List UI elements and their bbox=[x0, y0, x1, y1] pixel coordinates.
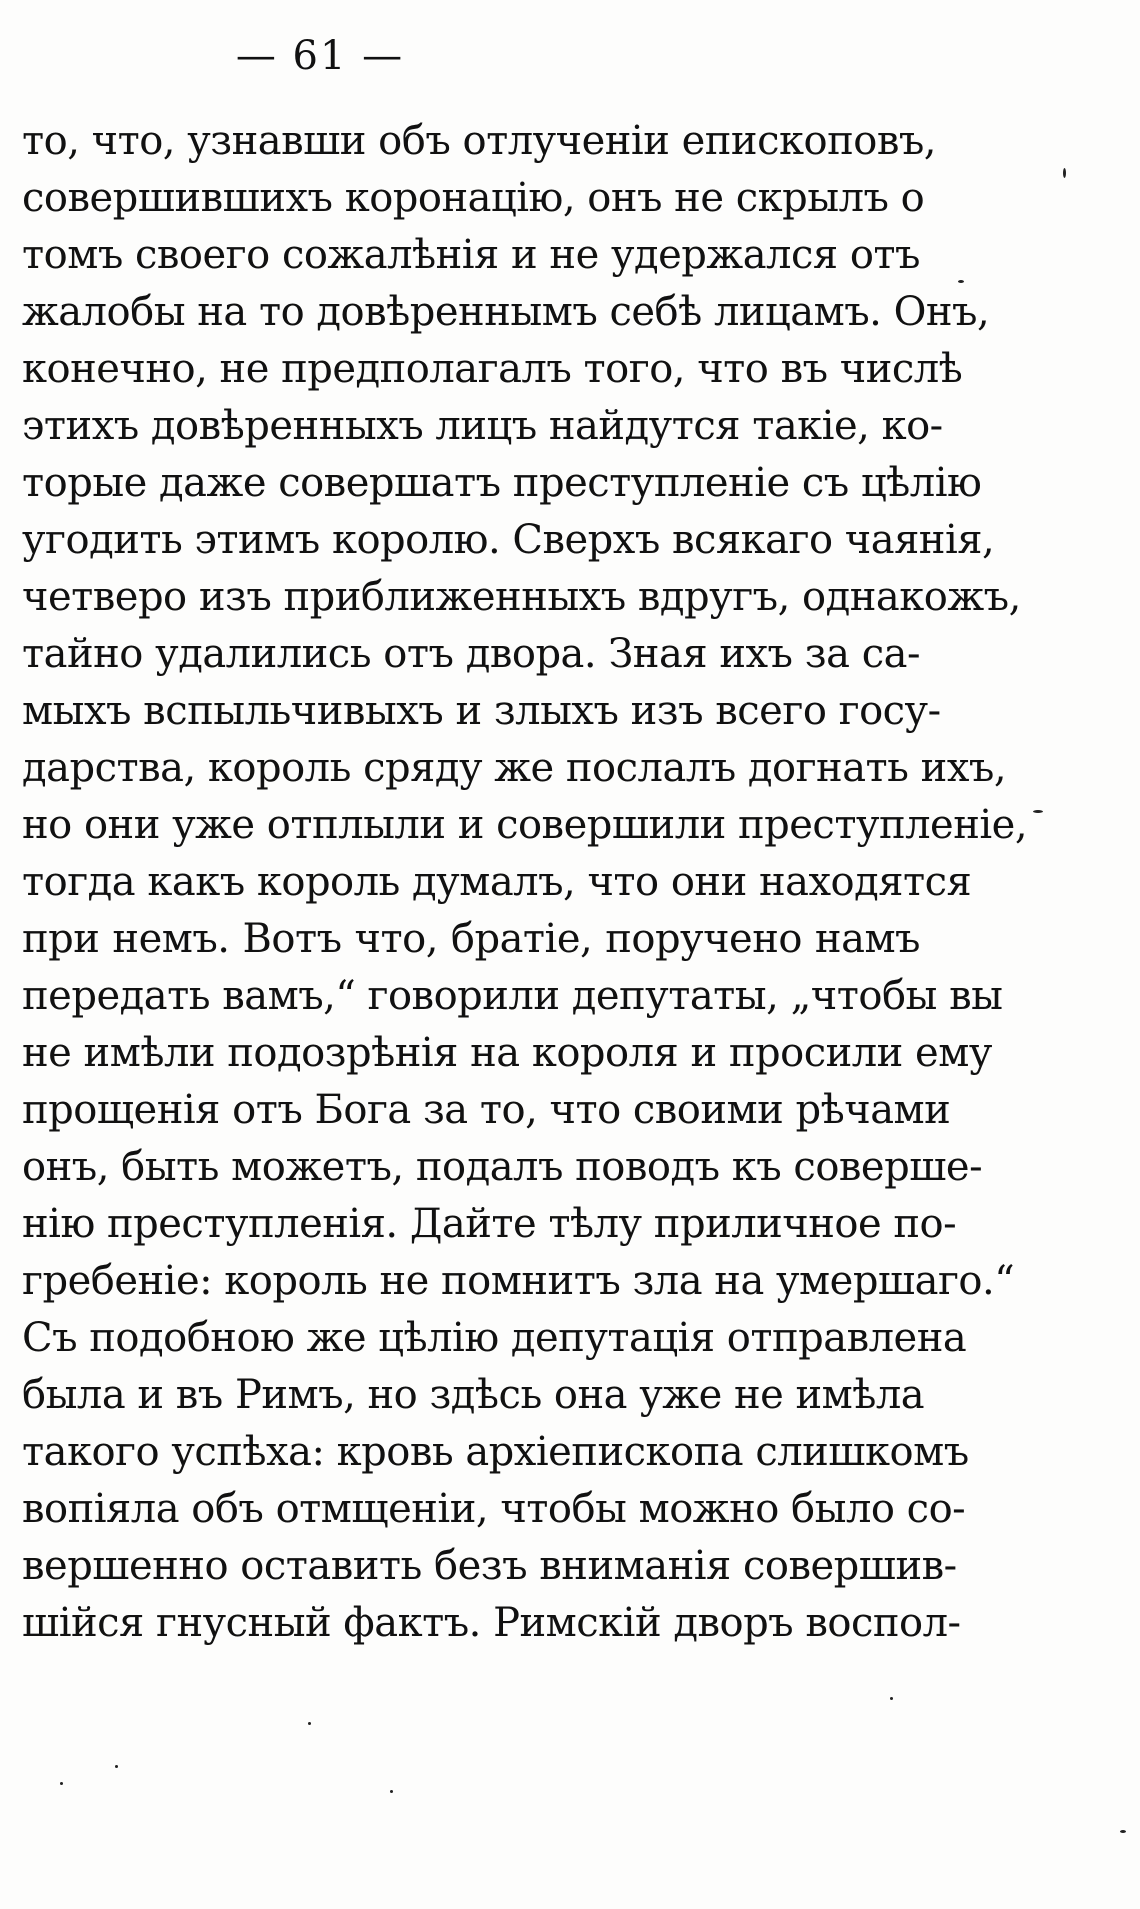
text-line: конечно, не предполагалъ того, что въ числѣ bbox=[22, 346, 963, 392]
text-line: тогда какъ король думалъ, что они находятся bbox=[22, 859, 972, 905]
scan-speck bbox=[1063, 168, 1066, 178]
text-line: угодить этимъ королю. Сверхъ всякаго чаянія, bbox=[22, 517, 995, 563]
text-line: четверо изъ приближенныхъ вдругъ, однакожъ, bbox=[22, 574, 1021, 620]
scan-speck bbox=[308, 1722, 311, 1725]
text-line: торые даже совершатъ преступленіе съ цѣлію bbox=[22, 460, 982, 506]
text-line: этихъ довѣренныхъ лицъ найдутся такіе, ко- bbox=[22, 403, 943, 449]
text-line: то, что, узнавши объ отлученіи епископовъ, bbox=[22, 118, 936, 164]
scan-speck bbox=[390, 1790, 393, 1793]
text-line: Съ подобною же цѣлію депутація отправлена bbox=[22, 1315, 967, 1361]
text-line: совершившихъ коронацію, онъ не скрылъ о bbox=[22, 175, 925, 221]
text-line: гребеніе: король не помнитъ зла на умершаго.“ bbox=[22, 1258, 1015, 1304]
text-line: нію преступленія. Дайте тѣлу приличное по- bbox=[22, 1201, 957, 1247]
scan-speck bbox=[890, 1697, 893, 1700]
text-line: была и въ Римъ, но здѣсь она уже не имѣла bbox=[22, 1372, 925, 1418]
scan-speck bbox=[958, 280, 964, 283]
text-line: прощенія отъ Бога за то, что своими рѣчами bbox=[22, 1087, 951, 1133]
text-line: онъ, быть можетъ, подалъ поводъ къ соверше- bbox=[22, 1144, 983, 1190]
text-line: тайно удалились отъ двора. Зная ихъ за са- bbox=[22, 631, 920, 677]
scan-speck bbox=[115, 1765, 118, 1768]
text-line: шійся гнусный фактъ. Римскій дворъ воспол- bbox=[22, 1600, 961, 1646]
text-line: при немъ. Вотъ что, братіе, поручено намъ bbox=[22, 916, 920, 962]
page-number: — 61 — bbox=[235, 33, 405, 79]
text-line: но они уже отплыли и совершили преступленіе, bbox=[22, 802, 1028, 848]
text-line: вопіяла объ отмщеніи, чтобы можно было со- bbox=[22, 1486, 966, 1532]
text-line: дарства, король сряду же послалъ догнать ихъ, bbox=[22, 745, 1007, 791]
scan-speck bbox=[60, 1782, 63, 1785]
text-line: не имѣли подозрѣнія на короля и просили ему bbox=[22, 1030, 992, 1076]
text-line: такого успѣха: кровь архіепископа слишкомъ bbox=[22, 1429, 969, 1475]
text-line: передать вамъ,“ говорили депутаты, „чтобы вы bbox=[22, 973, 1003, 1019]
body-text bbox=[22, 113, 1028, 1652]
scan-speck bbox=[1033, 810, 1043, 813]
text-line: томъ своего сожалѣнія и не удержался отъ bbox=[22, 232, 920, 278]
text-line: жалобы на то довѣреннымъ себѣ лицамъ. Онъ, bbox=[22, 289, 990, 335]
text-line: мыхъ вспыльчивыхъ и злыхъ изъ всего госу- bbox=[22, 688, 941, 734]
scan-speck bbox=[1120, 1830, 1126, 1833]
text-line: вершенно оставить безъ вниманія совершив- bbox=[22, 1543, 957, 1589]
